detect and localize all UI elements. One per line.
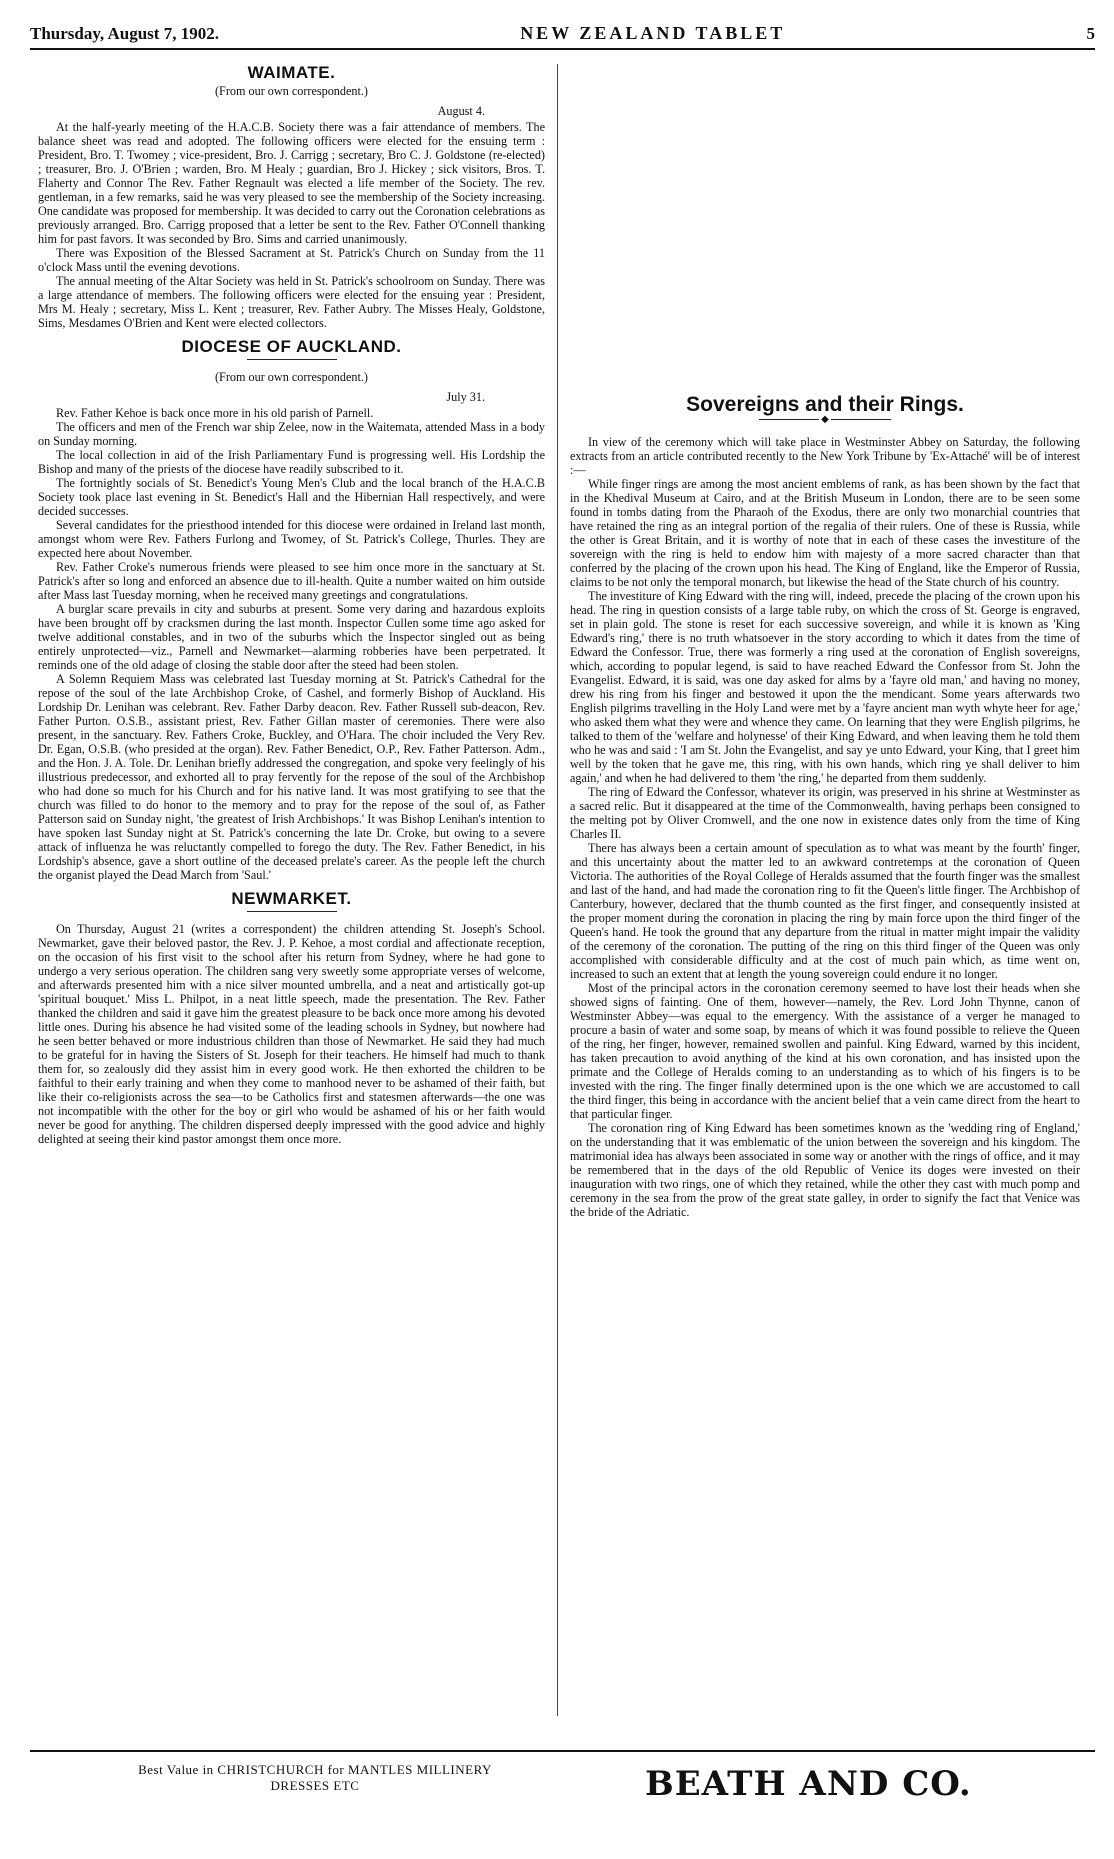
article-paragraph: A burglar scare prevails in city and suburbs at present. Some very daring and hazardous exploits have been brought off by cracksmen during the last month. Inspector Cullen some time ago asked for twelve additional constables, and in two of the suburbs which the Inspector singled out as being entirely unprotected—viz., Parnell and Newmarket—alarming robberies have been perpetrated. It reminds one of the old adage of closing the stable door after the steed had been stolen. bbox=[38, 602, 545, 672]
auckland-section bbox=[38, 337, 545, 882]
page-header bbox=[30, 10, 1095, 50]
waimate-heading: WAIMATE. bbox=[247, 66, 336, 82]
section-rule bbox=[247, 359, 337, 360]
article-paragraph: The coronation ring of King Edward has been sometimes known as the 'wedding ring of England,' on the understanding that it was emblematic of the union between the sovereign and his kingdom. The matrimonial idea has always been associated in some way or another with the rings of office, and it may be remembered that in the days of the old Republic of Venice its doges were invested on their inauguration with two rings, one of which they retained, while the other they cast with much pomp and ceremony in the sea from the prow of the great state galley, in order to signify the fact that Venice was the bride of the Adriatic. bbox=[570, 1121, 1080, 1219]
right-column bbox=[570, 66, 1080, 1716]
article-paragraph: On Thursday, August 21 (writes a correspondent) the children attending St. Joseph's School. Newmarket, gave their beloved pastor, the Rev. J. P. Kehoe, a most cordial and affectionate reception, on the occasion of his first visit to the school after his return from Sydney, where he had gone to undergo a very serious operation. The children sang very sweetly some appropriate verses of welcome, and afterwards presented him with a nice silver mounted umbrella, and a neat and artistically got-up 'spiritual bouquet.' Miss L. Philpot, in a neat little speech, made the presentation. The Rev. Father thanked the children and said it gave him the greatest pleasure to be back once more among his devoted little ones. During his absence he had visited some of the leading schools in Sydney, but nowhere had he seen better behaved or more industrious children than those of Newmarket. He said they had much to be grateful for in having the Sisters of St. Joseph for their teachers. He himself had much to thank them for, so zealously did they assist him in every good work. He then exhorted the children to be faithful to their early training and when they come to manhood never to be ashamed of their faith, but like their co-religionists across the sea—to be Catholics first and statesmen afterwards—the one was not incompatible with the other for the boy or girl who would be ashamed of his or her faith would never be good for anything. The children dispersed deeply impressed with the good advice and highly delighted at seeing their kind pastor amongst them once more. bbox=[38, 922, 545, 1146]
ad-line-2: DRESSES ETC bbox=[270, 1778, 360, 1793]
newmarket-heading: NEWMARKET. bbox=[231, 889, 352, 908]
sovereigns-heading: Sovereigns and their Rings. bbox=[686, 393, 964, 416]
issue-date: Thursday, August 7, 1902. bbox=[30, 24, 219, 43]
newspaper-page bbox=[30, 10, 1095, 1850]
article-paragraph: The fortnightly socials of St. Benedict's Young Men's Club and the local branch of the H.A.C.B Society took place last evening in St. Benedict's Hall and the Hibernian Hall respectively, and were decided successes. bbox=[38, 476, 545, 518]
article-paragraph: The local collection in aid of the Irish Parliamentary Fund is progressing well. His Lordship the Bishop and many of the priests of the diocese have readily subscribed to it. bbox=[38, 448, 545, 476]
article-paragraph: The investiture of King Edward with the ring will, indeed, precede the placing of the crown upon his head. The ring in question consists of a large table ruby, on which the cross of St. George is engraved, set in plain gold. The stone is reset for each successive sovereign, and while it is known as 'King Edward's ring,' there is no truth whatsoever in the story according to which it dates from the time of Edward the Confessor. True, there was formerly a ring used at the coronation of English sovereigns, which, according to popular legend, is said to have reached Edward the Confessor from St. John the Evangelist. Edward, it is said, was one day asked for alms by a 'fayre old man,' and having no money, drew his ring from his finger and bestowed it upon the the mendicant. Some years afterwards two English pilgrims travelling in the Holy Land were met by a 'fayre ancient man wyth whyte heer for age,' who asked them what they were and whence they came. On learning that they were English pilgrims, he talked to them of the 'welfare and holynesse' of their King Edward, and when leaving them he told them who he was and said : 'I am St. John the Evangelist, and say ye unto Edward, your King, that I greet him well by the token that he gave me, this ring, with his own hands, which ring ye shall deliver to him again,' and when he had delivered to them 'the ring,' he departed from them suddenly. bbox=[570, 589, 1080, 785]
article-paragraph: The officers and men of the French war ship Zelee, now in the Waitemata, attended Mass in a body on Sunday morning. bbox=[38, 420, 545, 448]
article-paragraph: A Solemn Requiem Mass was celebrated last Tuesday morning at St. Patrick's Cathedral for the repose of the soul of the late Archbishop Croke, of Cashel, and formerly Bishop of Auckland. His Lordship Dr. Lenihan was celebrant. Rev. Father Darby deacon. Rev. Father Russell sub-deacon, Rev. Father Purton. O.S.B., assistant priest, Rev. Father Gillan master of ceremonies. There were also present, in the sanctuary. Rev. Fathers Croke, Buckley, and O'Hara. The choir included the Very Rev. Dr. Egan, O.S.B. (who presided at the organ). Rev. Father Benedict, O.P., Rev. Father Patterson. Adm., and the Hon. J. A. Tole. Dr. Lenihan briefly addressed the congregation, and spoke very feelingly of his illustrious predecessor, and exhorted all to pray fervently for the repose of the soul of the Archbishop who had done so much for his Church and for his native land. It was most gratifying to see that the church was filled to do honor to the memory and to pray for the repose of the soul of, as Father Patterson said on Sunday night, 'the greatest of Irish Archbishops.' It was Bishop Lenihan's intention to have spoken last Sunday night at St. Patrick's concerning the late Dr. Croke, but owing to a severe attack of influenza he was reluctantly compelled to forego the duty. The Rev. Father Benedict, in his Lordship's absence, gave a short outline of the deceased prelate's career. As the people left the church the organist played the Dead March from 'Saul.' bbox=[38, 672, 545, 882]
waimate-section bbox=[38, 66, 545, 330]
article-paragraph: Rev. Father Croke's numerous friends were pleased to see him once more in the sanctuary at St. Patrick's after so long and enforced an absence due to ill-health. Quite a number waited on him outside after Mass last Tuesday morning, when he received many greetings and congratulations. bbox=[38, 560, 545, 602]
article-paragraph: While finger rings are among the most ancient emblems of rank, as has been shown by the fact that in the Khedival Museum at Cairo, and at the British Museum in London, there are to be seen some found in tombs dating from the Pharaoh of the Exodus, there are only two monarchial countries that have retained the ring as an integral portion of the regalia of their rulers. One of these is Russia, while the other is Great Britain, and it is worthy of note that in each of these cases the investiture of the sovereign with the ring is held to endow him with majesty of a more sacred character than that conferred by the placing of the crown upon his head. The King of England, like the Emperor of Russia, claims to be not only the temporal monarch, but likewise the head of the State church of his country. bbox=[570, 477, 1080, 589]
auckland-date: July 31. bbox=[446, 390, 485, 404]
waimate-date: August 4. bbox=[437, 104, 485, 118]
section-rule bbox=[247, 911, 337, 912]
masthead-title: NEW ZEALAND TABLET bbox=[520, 23, 786, 43]
article-paragraph: Rev. Father Kehoe is back once more in his old parish of Parnell. bbox=[56, 406, 374, 420]
diamond-rule: ◆ bbox=[570, 415, 1080, 425]
ad-line-1: Best Value in CHRISTCHURCH for MANTLES MILLINERY bbox=[138, 1762, 492, 1777]
article-paragraph: There was Exposition of the Blessed Sacrament at St. Patrick's Church on Sunday from the 11 o'clock Mass until the evening devotions. bbox=[38, 246, 545, 274]
article-paragraph: Most of the principal actors in the coronation ceremony seemed to have lost their heads when she showed signs of fainting. One of them, however—namely, the Rev. Lord John Thynne, canon of Westminster Abbey—was equal to the emergency. With the assistance of a verger he managed to procure a basin of water and some soap, by means of which it was found possible to relieve the Queen of the ring, her finger, however, remained swollen and painful. King Edward, warned by this incident, has taken precaution to avoid anything of the kind at his own coronation, and has insisted upon the primate and the College of Heralds coming to an understanding as to which of his fingers is to be invested with the ring. The finger finally determined upon is the one which we are accustomed to call the third finger, this being in accordance with the ancient belief that a vein came direct from the heart to that particular finger. bbox=[570, 981, 1080, 1121]
article-paragraph: There has always been a certain amount of speculation as to what was meant by the fourth' finger, and this uncertainty about the matter led to an awkward contretemps at the coronation of Queen Victoria. The authorities of the Royal College of Heralds assumed that the fourth finger was the smallest and last of the hand, and had made the coronation ring to fit the Queen's little finger. The Archbishop of Canterbury, however, declared that the thumb counted as the first finger, and consequently insisted at the proper moment during the coronation in placing the ring by main force upon the third finger of the Queen's hand. He took the ground that any departure from the ritual in matter might impair the validity of the ceremony of the coronation. The putting of the ring on this third finger of the Queen was only accomplished with considerable difficulty and at the cost of much pain which, as time went on, increased to such an extent that at length the young sovereign could endure it no longer. bbox=[570, 841, 1080, 981]
ad-text bbox=[100, 1762, 530, 1794]
article-paragraph: The annual meeting of the Altar Society was held in St. Patrick's schoolroom on Sunday. There was a large attendance of members. The following officers were elected for the ensuing year : President, Mrs M. Healy ; secretary, Miss L. Kent ; treasurer, Rev. Father Aubry. The Misses Healy, Goldstone, Sims, Mesdames O'Brien and Kent were elected collectors. bbox=[38, 274, 545, 330]
article-paragraph: Several candidates for the priesthood intended for this diocese were ordained in Ireland last month, amongst whom were Rev. Fathers Furlong and Twomey, of St. Patrick's College, Thurles. They are expected here about November. bbox=[38, 518, 545, 560]
page-number: 5 bbox=[1086, 24, 1095, 43]
column-divider bbox=[557, 64, 558, 1716]
sovereigns-section bbox=[570, 393, 1080, 1219]
auckland-heading: DIOCESE OF AUCKLAND. bbox=[181, 337, 402, 356]
waimate-byline: (From our own correspondent.) bbox=[215, 84, 368, 98]
left-column bbox=[38, 66, 545, 1716]
article-paragraph: At the half-yearly meeting of the H.A.C.B. Society there was a fair attendance of members. The balance sheet was read and adopted. The following officers were elected for the ensuing term : President, Bro. T. Twomey ; vice-president, Bro. J. Carrigg ; secretary, Bro C. J. Goldstone (re-elected) ; treasurer, Bro. J. O'Brien ; warden, Bro. M Healy ; guardian, Bro J. Hickey ; sick visitors, Bros. T. Flaherty and Connor The Rev. Father Regnault was elected a life member of the Society. The rev. gentleman, in a few remarks, said he was very pleased to see the membership of the Society increasing. One candidate was proposed for membership. It was decided to carry out the Coronation celebrations as previously arranged. Bro. Carrigg proposed that a letter be sent to the Rev. Father O'Connell thanking him for past favors. It was seconded by Bro. Sims and carried unanimously. bbox=[38, 120, 545, 246]
ad-brand: BEATH AND CO. bbox=[645, 1764, 972, 1804]
article-paragraph: The ring of Edward the Confessor, whatever its origin, was preserved in his shrine at Westminster as a sacred relic. But it disappeared at the time of the Commonwealth, having perhaps been consigned to the melting pot by Oliver Cromwell, and the one now in existence dates only from the time of King Charles II. bbox=[570, 785, 1080, 841]
auckland-byline: (From our own correspondent.) bbox=[215, 370, 368, 384]
article-paragraph: In view of the ceremony which will take place in Westminster Abbey on Saturday, the following extracts from an article contributed recently to the New York Tribune by 'Ex-Attaché' will be of interest :— bbox=[570, 435, 1080, 477]
advertisement-footer bbox=[30, 1750, 1095, 1822]
newmarket-section bbox=[38, 889, 545, 1146]
